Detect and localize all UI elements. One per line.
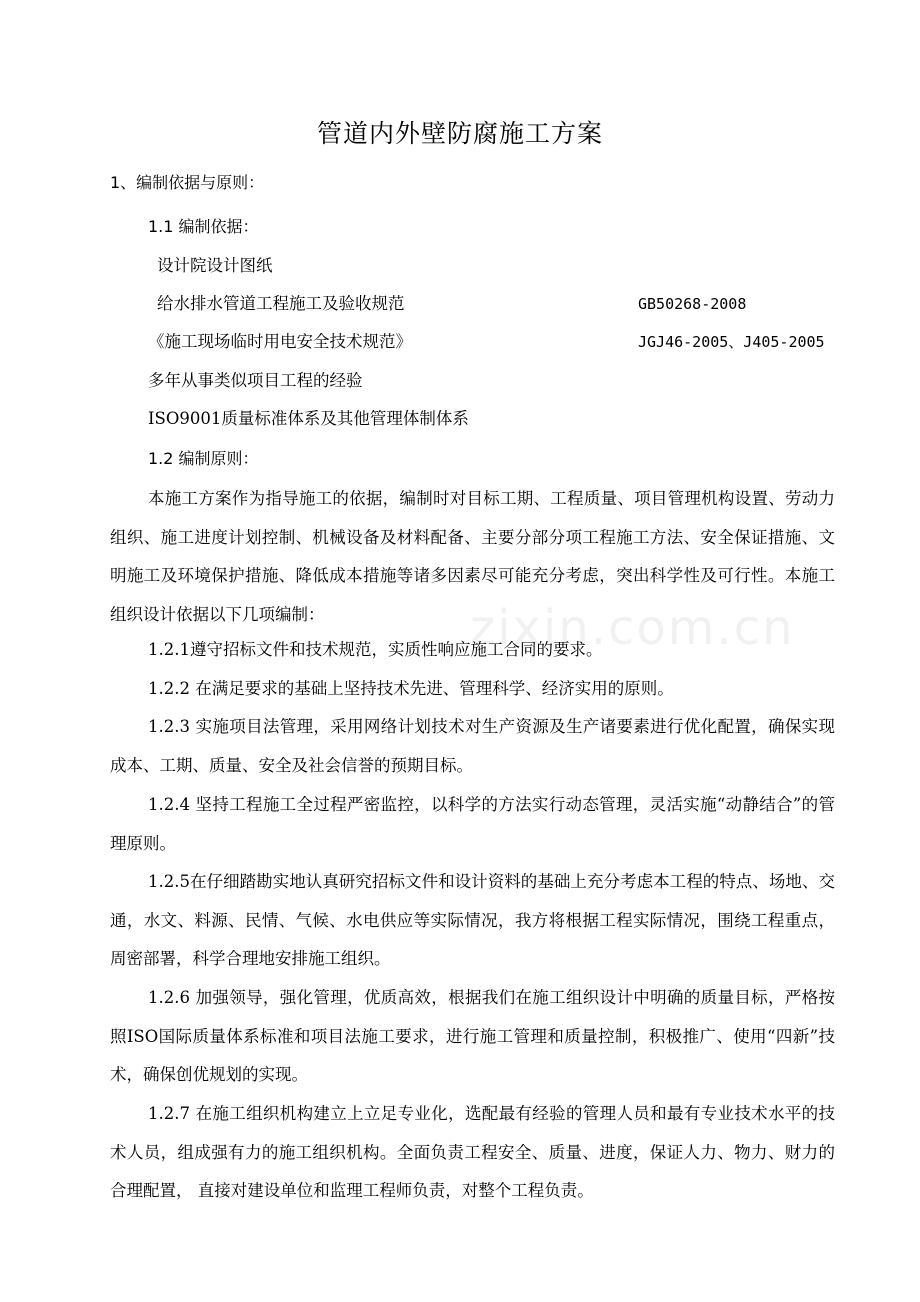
basis-item-water-pipe-code: GB50268-2008 xyxy=(638,295,747,313)
principle-1-2-2: 1.2.2 在满足要求的基础上坚持技术先进、管理科学、经济实用的原则。 xyxy=(148,679,674,698)
basis-item-electric-spec: 《施工现场临时用电安全技术规范》 xyxy=(148,332,412,351)
principles-intro-paragraph: 本施工方案作为指导施工的依据，编制时对目标工期、工程质量、项目管理机构设置、劳动力组织、施工进度计划控制、机械设备及材料配备、主要分部分项工程施工方法、安全保证措施、文明施工及环境保护措施、降低成本措施等诸多因素尽可能充分考虑，突出科学性及可行性。本施工组织设计依据以下几项编制： xyxy=(110,489,835,624)
basis-item-design-drawings: 设计院设计图纸 xyxy=(157,256,273,275)
principle-1-2-5: 1.2.5在仔细踏勘实地认真研究招标文件和设计资料的基础上充分考虑本工程的特点、场地、交通，水文、料源、民情、气候、水电供应等实际情况，我方将根据工程实际情况，围绕工程重点，周密部署，科学合理地安排施工组织。 xyxy=(110,872,835,968)
principle-1-2-4: 1.2.4 坚持工程施工全过程严密监控，以科学的方法实行动态管理，灵活实施“动静结合”的管理原则。 xyxy=(110,795,835,853)
document-title: 管道内外壁防腐施工方案 xyxy=(316,119,603,148)
principle-1-2-3: 1.2.3 实施项目法管理，采用网络计划技术对生产资源及生产诸要素进行优化配置，确保实现成本、工期、质量、安全及社会信誉的预期目标。 xyxy=(110,717,835,775)
principle-1-2-7: 1.2.7 在施工组织机构建立上立足专业化，选配最有经验的管理人员和最有专业技术水平的技术人员，组成强有力的施工组织机构。全面负责工程安全、质量、进度，保证人力、物力、财力的合理配置， 直接对建设单位和监理工程师负责，对整个工程负责。 xyxy=(110,1104,835,1200)
basis-item-electric-code: JGJ46-2005、J405-2005 xyxy=(638,333,825,351)
section-1-heading: 1、编制依据与原则： xyxy=(110,173,265,192)
principle-1-2-6: 1.2.6 加强领导，强化管理，优质高效，根据我们在施工组织设计中明确的质量目标，严格按照ISO国际质量体系标准和项目法施工要求，进行施工管理和质量控制，积极推广、使用“四新”技术，确保创优规划的实现。 xyxy=(110,988,835,1084)
section-1-2-heading: 1.2 编制原则： xyxy=(148,449,259,468)
basis-item-iso: ISO9001质量标准体系及其他管理体制体系 xyxy=(148,409,469,428)
basis-item-water-pipe-spec: 给水排水管道工程施工及验收规范 xyxy=(157,294,405,313)
section-1-1-heading: 1.1 编制依据： xyxy=(148,217,259,236)
basis-item-experience: 多年从事类似项目工程的经验 xyxy=(148,371,363,390)
principle-1-2-1: 1.2.1遵守招标文件和技术规范，实质性响应施工合同的要求。 xyxy=(148,640,603,659)
watermark: zixin.com.cn xyxy=(470,600,795,656)
